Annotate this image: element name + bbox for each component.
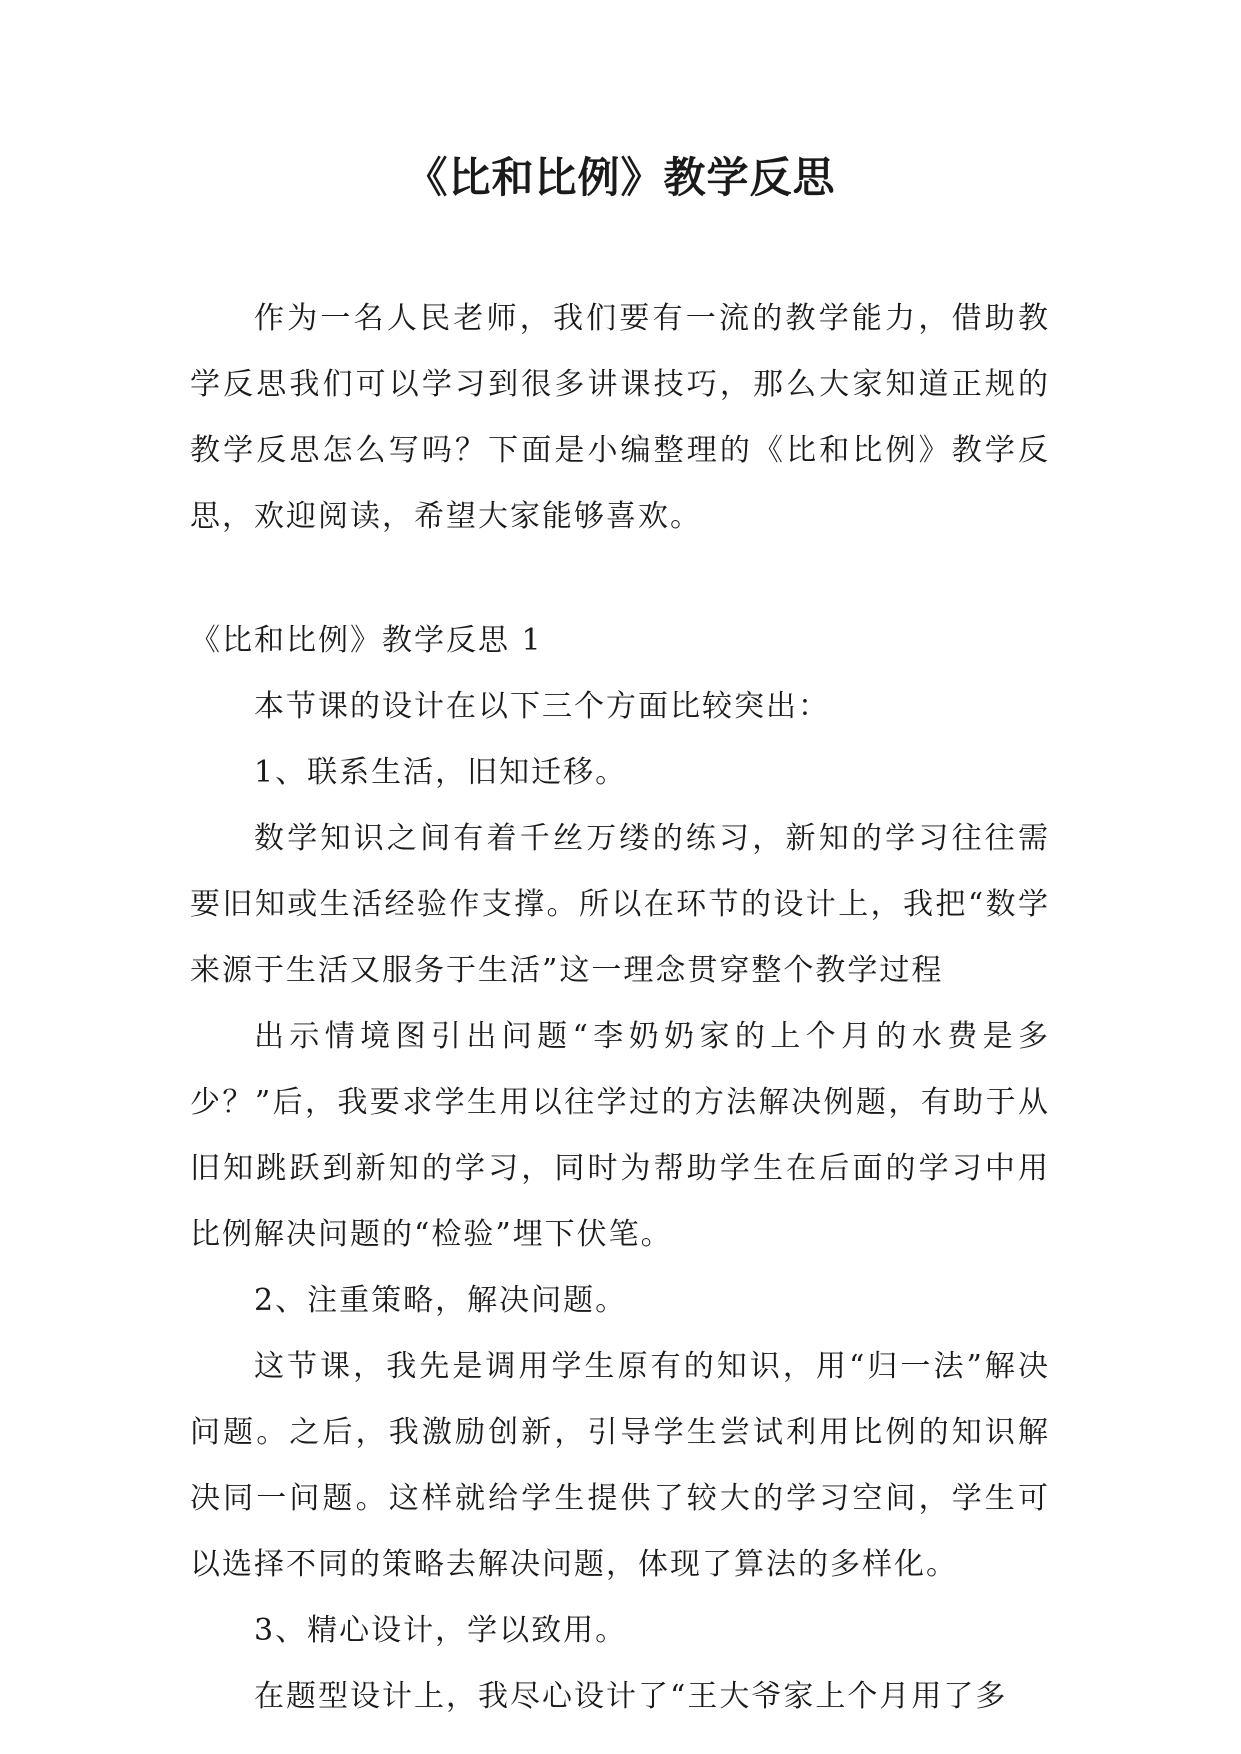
body-paragraph: 在题型设计上，我尽心设计了“王大爷家上个月用了多 <box>254 1679 1008 1714</box>
list-heading-1: 1、联系生活，旧知迁移。 <box>254 755 628 790</box>
section-heading: 《比和比例》教学反思 1 <box>190 623 543 658</box>
list-heading-2: 2、注重策略，解决问题。 <box>254 1283 628 1318</box>
body-paragraph: 这节课，我先是调用学生原有的知识，用“归一法”解决问题。之后，我激励创新，引导学生尝试利用比例的知识解决同一问题。这样就给学生提供了较大的学习空间，学生可以选择不同的策略去解决问题，体现了算法的多样化。 <box>190 1349 1050 1582</box>
document-body <box>190 286 1050 1730</box>
body-paragraph: 出示情境图引出问题“李奶奶家的上个月的水费是多少？”后，我要求学生用以往学过的方法解决例题，有助于从旧知跳跃到新知的学习，同时为帮助学生在后面的学习中用比例解决问题的“检验”埋下伏笔。 <box>190 1019 1050 1252</box>
intro-paragraph: 作为一名人民老师，我们要有一流的教学能力，借助教学反思我们可以学习到很多讲课技巧，那么大家知道正规的教学反思怎么写吗？下面是小编整理的《比和比例》教学反思，欢迎阅读，希望大家能够喜欢。 <box>190 301 1050 534</box>
body-paragraph: 数学知识之间有着千丝万缕的练习，新知的学习往往需要旧知或生活经验作支撑。所以在环节的设计上，我把“数学来源于生活又服务于生活”这一理念贯穿整个教学过程 <box>190 821 1050 988</box>
body-paragraph: 本节课的设计在以下三个方面比较突出： <box>254 689 830 724</box>
list-heading-3: 3、精心设计，学以致用。 <box>254 1613 628 1648</box>
document-title: 《比和比例》教学反思 <box>405 153 836 202</box>
paragraph-gap <box>190 550 1050 608</box>
